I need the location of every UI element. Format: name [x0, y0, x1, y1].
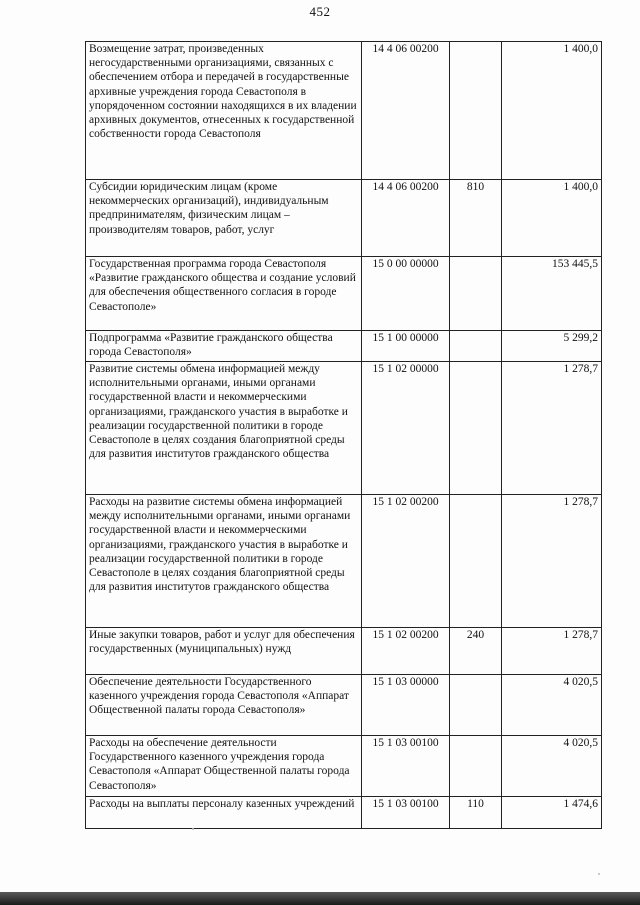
row-name: Иные закупки товаров, работ и услуг для обеспечения государственных (муниципальных) нужд	[86, 628, 362, 675]
row-code: 15 1 03 00100	[362, 797, 450, 829]
row-code: 14 4 06 00200	[362, 42, 450, 180]
row-type	[450, 495, 502, 628]
row-type: 810	[450, 180, 502, 257]
row-type: 240	[450, 628, 502, 675]
row-name: Обеспечение деятельности Государственного казенного учреждения города Севастополя «Аппарат Общественной палаты города Севастополя»	[86, 675, 362, 736]
budget-table	[85, 41, 602, 829]
row-amount: 4 020,5	[502, 675, 602, 736]
row-type	[450, 736, 502, 797]
row-name: Расходы на выплаты персоналу казенных учреждений	[86, 797, 362, 829]
table-row	[86, 362, 602, 495]
row-type	[450, 362, 502, 495]
row-code: 15 1 02 00200	[362, 628, 450, 675]
row-code: 15 1 03 00100	[362, 736, 450, 797]
table-row	[86, 675, 602, 736]
row-code: 15 1 00 00000	[362, 331, 450, 362]
row-code: 15 1 02 00000	[362, 362, 450, 495]
row-code: 15 0 00 00000	[362, 257, 450, 331]
row-amount: 1 474,6	[502, 797, 602, 829]
table-row	[86, 628, 602, 675]
row-type: 110	[450, 797, 502, 829]
row-name: Расходы на развитие системы обмена информацией между исполнительными органами, иными органами государственной власти и некоммерческими организациями, гражданского участия в выработке и реализации государственной политики в городе Севастополе в целях создания благоприятной среды для развития институтов гражданского общества	[86, 495, 362, 628]
row-type	[450, 331, 502, 362]
row-name: Государственная программа города Севастополя «Развитие гражданского общества и создание условий для обеспечения общественного согласия в городе Севастополе»	[86, 257, 362, 331]
table-row	[86, 495, 602, 628]
scan-speck	[598, 873, 600, 875]
table-row	[86, 736, 602, 797]
row-type	[450, 257, 502, 331]
row-name: Развитие системы обмена информацией между исполнительными органами, иными органами государственной власти и некоммерческими организациями, гражданского участия в выработке и реализации государственной политики в городе Севастополе в целях создания благоприятной среды для развития институтов гражданского общества	[86, 362, 362, 495]
row-name: Подпрограмма «Развитие гражданского общества города Севастополя»	[86, 331, 362, 362]
row-name: Субсидии юридическим лицам (кроме некоммерческих организаций), индивидуальным предпринимателям, физическим лицам – производителям товаров, работ, услуг	[86, 180, 362, 257]
table-row	[86, 331, 602, 362]
page-number: 452	[309, 4, 331, 19]
row-amount: 1 278,7	[502, 495, 602, 628]
scan-speck	[192, 828, 194, 830]
row-name: Возмещение затрат, произведенных негосударственными организациями, связанных с обеспечением отбора и передачей в государственные архивные учреждения города Севастополя в упорядоченном состоянии находящихся в их владении архивных документов, отнесенных к государственной собственности города Севастополя	[86, 42, 362, 180]
row-code: 14 4 06 00200	[362, 180, 450, 257]
row-amount: 1 400,0	[502, 180, 602, 257]
row-amount: 1 278,7	[502, 362, 602, 495]
row-amount: 1 400,0	[502, 42, 602, 180]
row-type	[450, 675, 502, 736]
scan-bottom-edge	[0, 892, 640, 905]
row-type	[450, 42, 502, 180]
table-row	[86, 180, 602, 257]
row-amount: 5 299,2	[502, 331, 602, 362]
row-amount: 1 278,7	[502, 628, 602, 675]
table-row	[86, 42, 602, 180]
row-code: 15 1 03 00000	[362, 675, 450, 736]
row-name: Расходы на обеспечение деятельности Государственного казенного учреждения города Севастополя «Аппарат Общественной палаты города Севастополя»	[86, 736, 362, 797]
row-amount: 4 020,5	[502, 736, 602, 797]
row-amount: 153 445,5	[502, 257, 602, 331]
table-row	[86, 257, 602, 331]
row-code: 15 1 02 00200	[362, 495, 450, 628]
table-row	[86, 797, 602, 829]
